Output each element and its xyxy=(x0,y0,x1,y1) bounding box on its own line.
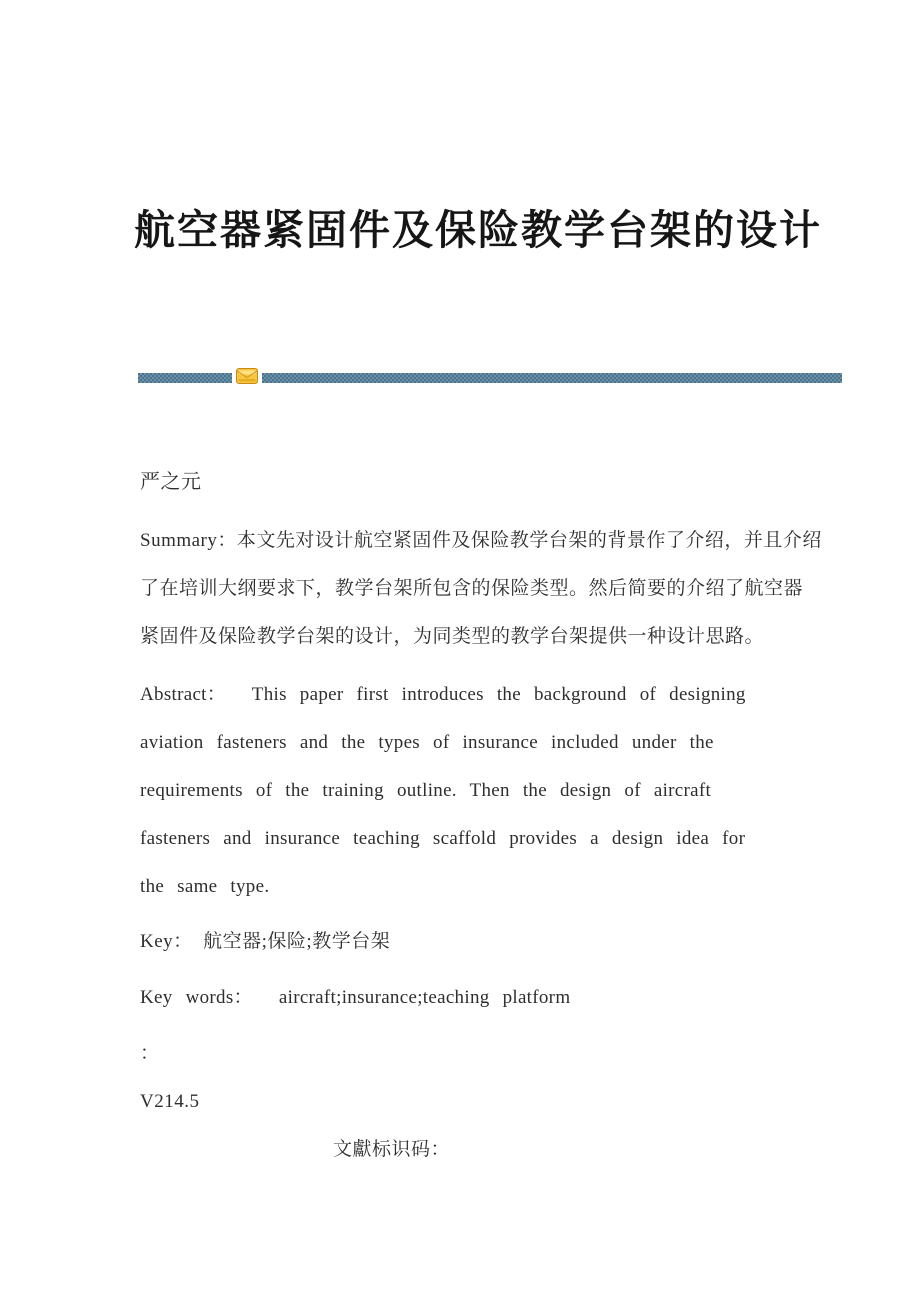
summary-line: Summary：本文先对设计航空紧固件及保险教学台架的背景作了介绍，并且介绍 xyxy=(140,530,822,551)
abstract-line: aviation fasteners and the types of insurance included under the xyxy=(140,732,714,753)
author-name: 严之元 xyxy=(140,471,202,493)
abstract-line: fasteners and insurance teaching scaffold provides a design idea for xyxy=(140,828,746,849)
keywords-en: Key words： aircraft;insurance;teaching platform xyxy=(140,987,571,1008)
summary-line: 了在培训大纲要求下，教学台架所包含的保险类型。然后简要的介绍了航空器 xyxy=(140,578,804,599)
summary-line: 紧固件及保险教学台架的设计，为同类型的教学台架提供一种设计思路。 xyxy=(140,626,765,647)
abstract-line: Abstract： This paper first introduces the background of designing xyxy=(140,684,746,705)
abstract-line: requirements of the training outline. Then the design of aircraft xyxy=(140,780,712,801)
document-code-label: 文獻标识码： xyxy=(333,1139,451,1160)
colon-line: ： xyxy=(140,1043,160,1064)
classification-code: V214.5 xyxy=(140,1091,200,1112)
page-title: 航空器紧固件及保险教学台架的设计 xyxy=(134,207,822,253)
abstract-line: the same type. xyxy=(140,876,270,897)
envelope-icon xyxy=(232,363,262,389)
keywords-cn: Key： 航空器;保险;教学台架 xyxy=(140,931,391,952)
